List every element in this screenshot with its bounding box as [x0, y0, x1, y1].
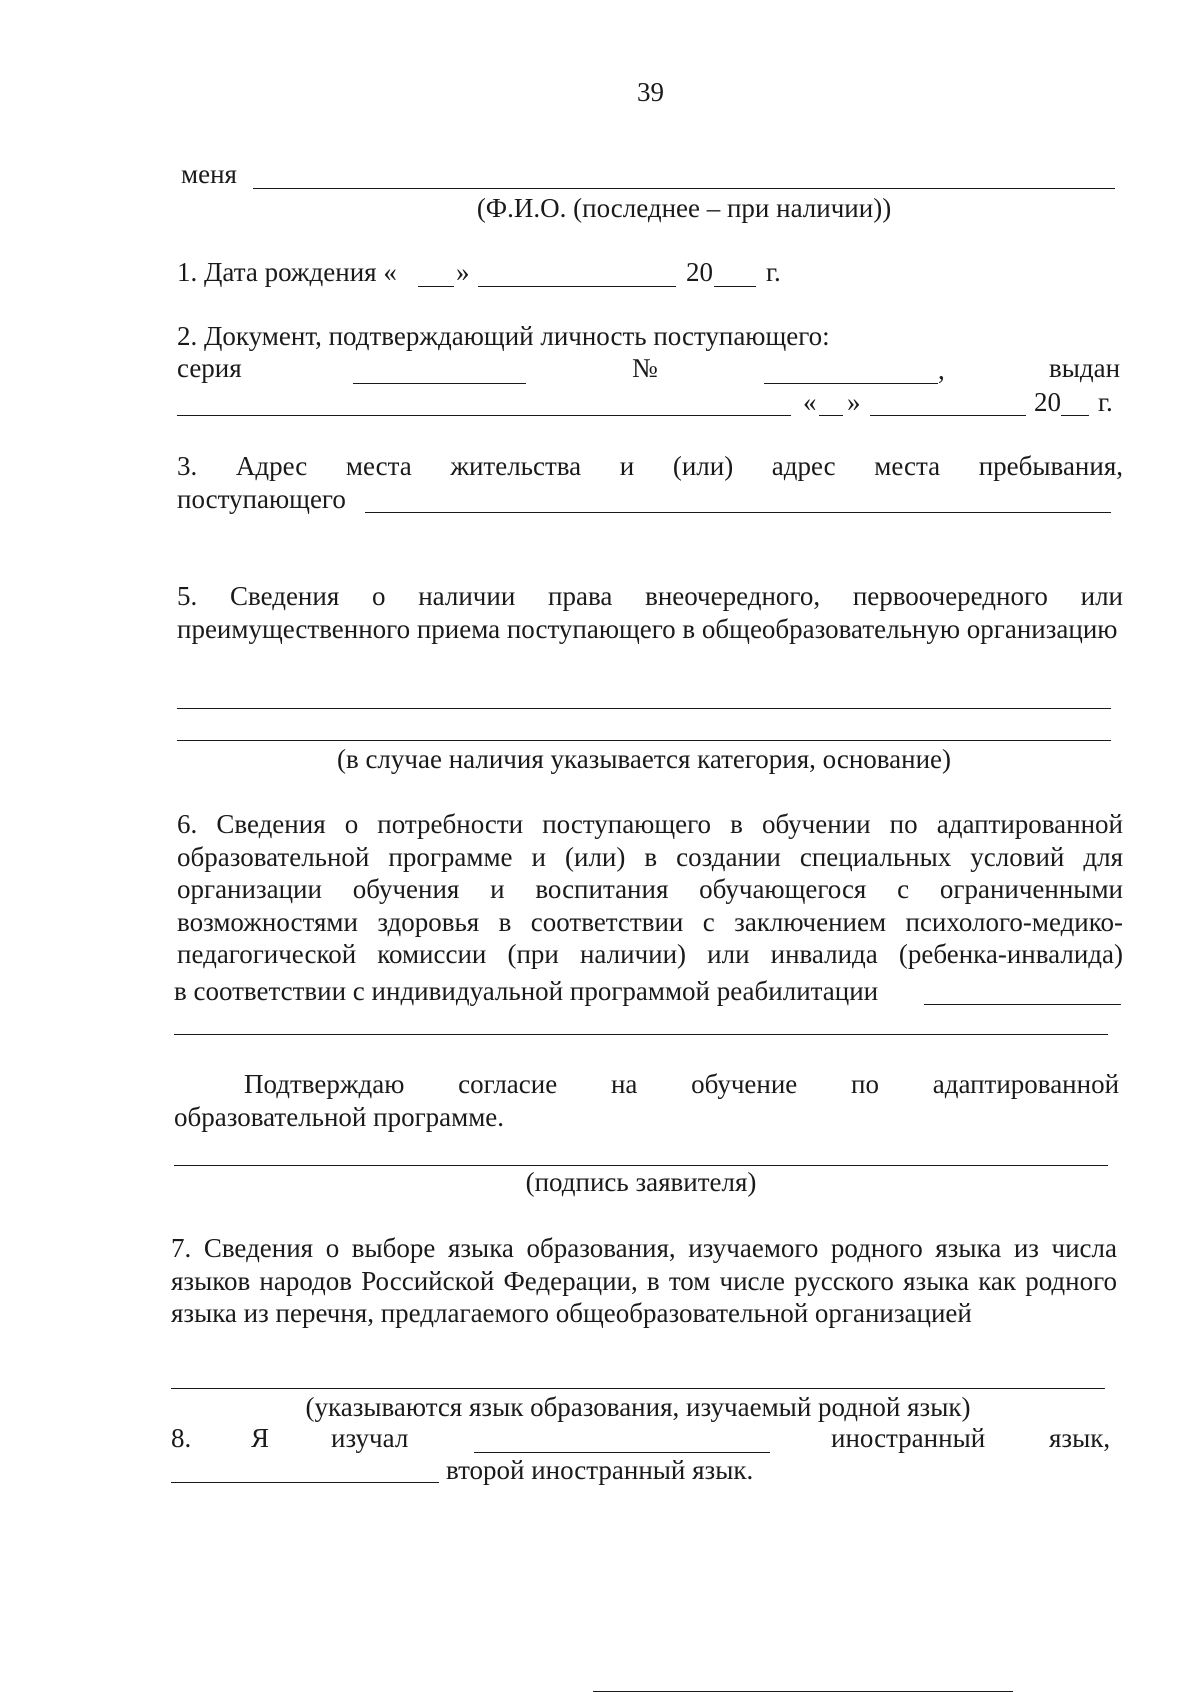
- id-issuer-field[interactable]: [177, 415, 791, 416]
- second-foreign-lang-field[interactable]: [171, 1482, 439, 1483]
- signature-caption: (подпись заявителя): [525, 1167, 757, 1197]
- address-word: пребывания,: [978, 451, 1123, 481]
- language-choice-caption: (указываются язык образования, изучаемый родной язык): [305, 1392, 971, 1422]
- address-word: 3. Адрес: [177, 451, 308, 481]
- address-word: (или): [672, 451, 734, 481]
- consent-word: обучение: [691, 1069, 798, 1099]
- adapted-program-field-inline[interactable]: [924, 1004, 1121, 1005]
- id-number-field[interactable]: [764, 383, 938, 384]
- priority-admission-text: 5. Сведения о наличии права внеочередного, первоочередного или преимущественного приема поступающего в общеобразовательную организацию: [177, 581, 1123, 644]
- id-series-field[interactable]: [353, 383, 526, 384]
- birthdate-quote-close: »: [456, 257, 470, 287]
- address-heading: [177, 450, 1123, 483]
- second-foreign-lang-label: второй иностранный язык.: [446, 1455, 754, 1485]
- id-issue-year-field[interactable]: [1061, 415, 1089, 416]
- fio-label: меня: [181, 159, 237, 189]
- id-issue-year-suffix: г.: [1098, 387, 1113, 417]
- foreign-lang-word: язык,: [1049, 1423, 1111, 1453]
- foreign-lang-verb: изучал: [331, 1423, 409, 1453]
- id-number-label: №: [632, 353, 658, 383]
- foreign-lang-label: иностранный: [831, 1423, 986, 1453]
- address-word: места: [874, 451, 941, 481]
- consent-word: согласие: [458, 1069, 558, 1099]
- language-choice-field[interactable]: [171, 1388, 1105, 1389]
- first-foreign-lang-field[interactable]: [474, 1452, 770, 1453]
- adapted-program-field[interactable]: [174, 1034, 1108, 1035]
- fio-caption: (Ф.И.О. (последнее – при наличии)): [476, 193, 892, 223]
- adapted-program-last-line: в соответствии с индивидуальной программой реабилитации: [174, 976, 879, 1006]
- language-choice-text: 7. Сведения о выборе языка образования, изучаемого родного языка из числа языков народов Российской Федерации, в том числе русского языка как родного языка из перечня, предлагаемого общеобразовательной организацией: [171, 1233, 1117, 1328]
- id-issued-label: выдан: [1049, 353, 1121, 383]
- id-document-title: 2. Документ, подтверждающий личность поступающего:: [177, 321, 830, 351]
- address-word: места: [345, 451, 412, 481]
- id-issue-day-field[interactable]: [819, 415, 843, 416]
- foreign-lang-num: 8.: [171, 1423, 192, 1453]
- address-word: и: [619, 451, 635, 481]
- page-number: 39: [637, 77, 664, 107]
- consent-word: адаптированной: [932, 1069, 1120, 1099]
- consent-line2: образовательной программе.: [174, 1102, 505, 1132]
- consent-word: на: [610, 1069, 638, 1099]
- adapted-program-text: 6. Сведения о потребности поступающего в обучении по адаптированной образовательной программе и (или) в создании специальных условий для организации обучения и воспитания обучающегося с ограниченными возможностями здоровья в соответствии с заключением психолого-медико-педагогической комиссии (при наличии) или инвалида (ребенка-инвалида): [177, 809, 1123, 969]
- birth-year-prefix: 20: [686, 257, 713, 287]
- priority-admission-caption: (в случае наличия указывается категория, основание): [336, 744, 952, 774]
- id-date-quote-open: «: [803, 387, 817, 417]
- id-issue-year-prefix: 20: [1034, 387, 1061, 417]
- id-date-quote-close: »: [847, 387, 861, 417]
- birth-month-field[interactable]: [478, 286, 676, 287]
- priority-admission-field-1[interactable]: [177, 708, 1111, 709]
- address-word: адрес: [771, 451, 836, 481]
- priority-admission-field-2[interactable]: [177, 740, 1111, 741]
- consent-word: по: [851, 1069, 879, 1099]
- birth-year-suffix: г.: [766, 257, 781, 287]
- address-word: жительства: [450, 451, 582, 481]
- birthdate-label: 1. Дата рождения «: [177, 257, 397, 287]
- id-issue-month-field[interactable]: [870, 415, 1026, 416]
- foreign-lang-pronoun: Я: [251, 1423, 270, 1453]
- consent-heading: [244, 1068, 1119, 1101]
- address-field[interactable]: [365, 512, 1111, 513]
- id-number-comma: ,: [938, 355, 945, 385]
- address-line2-label: поступающего: [177, 484, 346, 514]
- id-series-label: серия: [177, 353, 242, 383]
- consent-word: Подтверждаю: [244, 1069, 405, 1099]
- fio-input-line[interactable]: [253, 188, 1115, 189]
- birth-day-field[interactable]: [418, 286, 454, 287]
- birth-year-field[interactable]: [714, 286, 756, 287]
